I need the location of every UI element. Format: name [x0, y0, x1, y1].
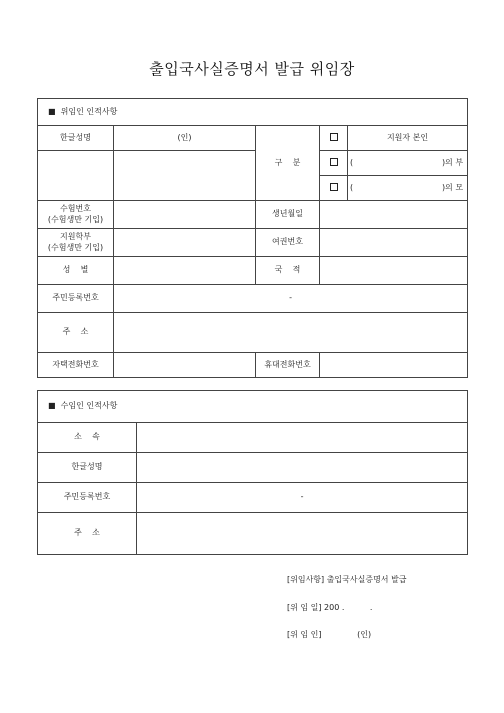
father-option[interactable] [348, 151, 468, 176]
page-title: 출입국사실증명서 발급 위임장 [149, 60, 355, 78]
passport-field[interactable] [320, 229, 468, 257]
exam-number-label [38, 201, 114, 229]
gender-field[interactable] [114, 257, 256, 285]
exam-number-field[interactable] [114, 201, 256, 229]
self-checkbox[interactable] [320, 126, 348, 151]
delegator-table [37, 98, 468, 378]
delegate-name-label: 한글성명 [38, 453, 137, 483]
birth-date-field[interactable] [320, 201, 468, 229]
home-phone-label: 자택전화번호 [38, 353, 114, 378]
passport-label: 여권번호 [256, 229, 320, 257]
delegation-matter: [위임사항] 출입국사실증명서 발급 [287, 575, 407, 584]
delegate-resident-number-field[interactable] [137, 483, 468, 513]
delegate-name-field[interactable] [137, 453, 468, 483]
exam-number-note: (수험생만 기입) [47, 214, 104, 224]
mother-option-label: )의 모 [441, 182, 464, 192]
mother-open-paren: ( [350, 182, 354, 192]
checkbox-icon [330, 133, 338, 141]
seal-mark: (인) [177, 132, 192, 142]
delegate-address-field[interactable] [137, 513, 468, 555]
square-bullet-icon: ■ [48, 401, 56, 411]
department-text: 지원학부 [60, 231, 91, 241]
resident-number-dash: - [289, 293, 292, 303]
mobile-phone-field[interactable] [320, 353, 468, 378]
name-extra-field[interactable] [114, 151, 256, 201]
checkbox-icon [330, 158, 338, 166]
square-bullet-icon: ■ [48, 106, 56, 116]
delegate-table [37, 390, 468, 555]
delegator-signature: [위 임 인] (인) [287, 630, 372, 639]
checkbox-icon [330, 183, 338, 191]
delegation-date: [위 임 일] 200 . . [287, 603, 373, 612]
father-open-paren: ( [350, 157, 354, 167]
resident-number-field[interactable] [114, 285, 468, 313]
mobile-phone-label: 휴대전화번호 [256, 353, 320, 378]
home-phone-field[interactable] [114, 353, 256, 378]
delegator-section-header [38, 99, 468, 126]
exam-number-text: 수험번호 [60, 203, 91, 213]
birth-date-label: 생년월일 [256, 201, 320, 229]
gender-label: 성 별 [38, 257, 114, 285]
mother-checkbox[interactable] [320, 176, 348, 201]
delegate-section-header [38, 391, 468, 423]
father-option-label: )의 부 [441, 157, 464, 167]
department-note: (수험생만 기입) [47, 242, 104, 252]
address-label: 주 소 [38, 313, 114, 353]
address-field[interactable] [114, 313, 468, 353]
department-label [38, 229, 114, 257]
delegator-section-label: 위임인 인적사항 [60, 106, 118, 116]
affiliation-field[interactable] [137, 423, 468, 453]
classification-label: 구 분 [256, 126, 320, 201]
nationality-field[interactable] [320, 257, 468, 285]
nationality-label: 국 적 [256, 257, 320, 285]
mother-option[interactable] [348, 176, 468, 201]
korean-name-field[interactable] [114, 126, 256, 151]
name-extra-label-cell [38, 151, 114, 201]
resident-number-label: 주민등록번호 [38, 285, 114, 313]
delegate-section-label: 수임인 인적사항 [60, 401, 118, 411]
delegate-resident-dash: - [300, 492, 304, 502]
delegate-address-label: 주 소 [38, 513, 137, 555]
self-option-label: 지원자 본인 [348, 126, 468, 151]
department-field[interactable] [114, 229, 256, 257]
father-checkbox[interactable] [320, 151, 348, 176]
delegate-resident-number-label: 주민등록번호 [38, 483, 137, 513]
korean-name-label: 한글성명 [38, 126, 114, 151]
affiliation-label: 소 속 [38, 423, 137, 453]
